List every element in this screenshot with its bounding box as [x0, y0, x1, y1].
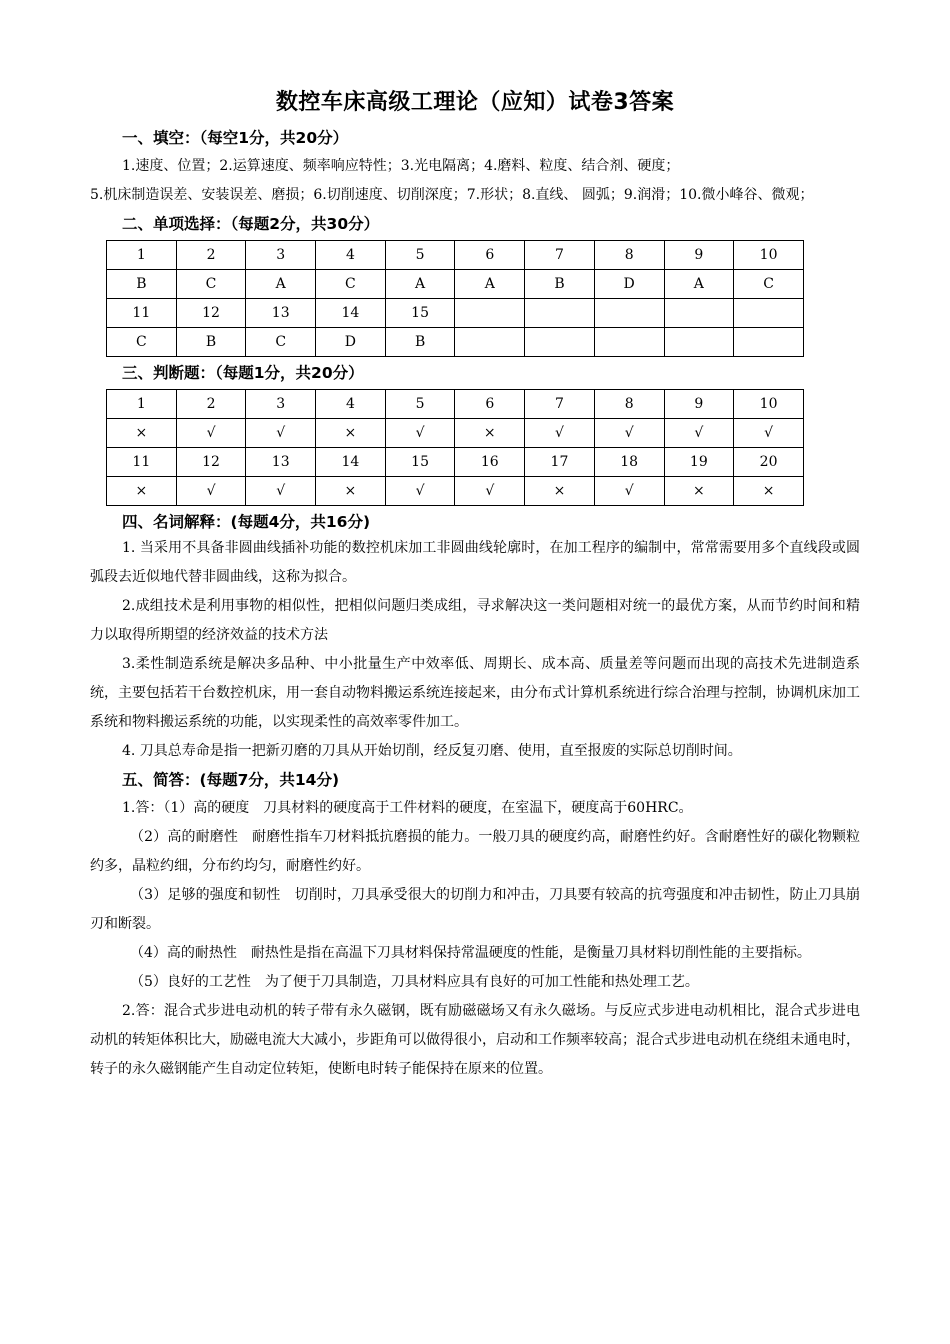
table-cell: C	[316, 270, 386, 299]
judge-answer-table	[106, 389, 804, 506]
table-row	[107, 270, 804, 299]
table-cell: √	[246, 477, 316, 506]
table-cell: 3	[246, 390, 316, 419]
table-row	[107, 328, 804, 357]
term-answer-1: 1. 当采用不具备非圆曲线插补功能的数控机床加工非圆曲线轮廓时，在加工程序的编制中，常常需要用多个直线段或圆弧段去近似地代替非圆曲线，这称为拟合。	[90, 540, 860, 585]
table-row	[107, 241, 804, 270]
table-cell: C	[246, 328, 316, 357]
table-row	[107, 448, 804, 477]
table-row	[107, 419, 804, 448]
table-cell: B	[385, 328, 455, 357]
table-cell: 1	[107, 241, 177, 270]
table-cell: 2	[176, 390, 246, 419]
table-cell: 10	[734, 390, 804, 419]
table-cell: √	[385, 419, 455, 448]
table-cell: √	[385, 477, 455, 506]
table-row	[107, 299, 804, 328]
table-cell	[525, 328, 595, 357]
section-judge-heading: 三、判断题：（每题1分，共20分）	[122, 364, 364, 382]
short-answer-1-point-3: （3）足够的强度和韧性 切削时，刀具承受很大的切削力和冲击，刀具要有较高的抗弯强度和冲击韧性，防止刀具崩刃和断裂。	[90, 887, 860, 932]
table-cell: D	[316, 328, 386, 357]
table-cell: ×	[734, 477, 804, 506]
short-answer-1-point-2: （2）高的耐磨性 耐磨性指车刀材料抵抗磨损的能力。一般刀具的硬度约高，耐磨性约好。含耐磨性好的碳化物颗粒约多，晶粒约细，分布约均匀，耐磨性约好。	[90, 829, 860, 874]
page-title: 数控车床高级工理论（应知）试卷3答案	[275, 90, 675, 115]
table-cell: 5	[385, 390, 455, 419]
table-cell: 13	[246, 448, 316, 477]
table-cell	[455, 328, 525, 357]
table-cell: 6	[455, 241, 525, 270]
table-row	[107, 477, 804, 506]
table-cell	[525, 299, 595, 328]
table-cell	[594, 328, 664, 357]
table-row	[107, 390, 804, 419]
choice-answer-table	[106, 240, 804, 357]
table-cell: A	[664, 270, 734, 299]
table-cell	[734, 299, 804, 328]
table-cell	[455, 299, 525, 328]
table-cell: 7	[525, 390, 595, 419]
table-cell: B	[107, 270, 177, 299]
table-cell: 11	[107, 448, 177, 477]
table-cell	[734, 328, 804, 357]
table-cell: 17	[525, 448, 595, 477]
table-cell: 11	[107, 299, 177, 328]
table-cell: 8	[594, 390, 664, 419]
table-cell: A	[385, 270, 455, 299]
table-cell: C	[734, 270, 804, 299]
table-cell	[664, 328, 734, 357]
table-cell: 1	[107, 390, 177, 419]
table-cell: 12	[176, 448, 246, 477]
table-cell: √	[246, 419, 316, 448]
table-cell: ×	[316, 477, 386, 506]
table-cell: 10	[734, 241, 804, 270]
table-cell: √	[734, 419, 804, 448]
table-cell: 15	[385, 448, 455, 477]
fill-answers-line1: 1.速度、位置；2.运算速度、频率响应特性；3.光电隔离；4.磨料、粒度、结合剂、硬度；	[122, 158, 680, 174]
table-cell: 4	[316, 390, 386, 419]
table-cell: 13	[246, 299, 316, 328]
table-cell: ×	[664, 477, 734, 506]
term-answer-4: 4. 刀具总寿命是指一把新刃磨的刀具从开始切削，经反复刃磨、使用，直至报废的实际总切削时间。	[122, 743, 742, 759]
answer-sheet	[90, 88, 860, 1084]
table-cell: 6	[455, 390, 525, 419]
table-cell: C	[107, 328, 177, 357]
table-cell: √	[594, 477, 664, 506]
table-cell: A	[246, 270, 316, 299]
table-cell: 14	[316, 299, 386, 328]
table-cell: 18	[594, 448, 664, 477]
table-cell: 14	[316, 448, 386, 477]
table-cell: B	[176, 328, 246, 357]
table-cell: 7	[525, 241, 595, 270]
short-answer-1-point-4: （4）高的耐热性 耐热性是指在高温下刀具材料保持常温硬度的性能，是衡量刀具材料切削性能的主要指标。	[130, 945, 811, 961]
table-cell: 3	[246, 241, 316, 270]
table-cell: 20	[734, 448, 804, 477]
short-answer-1-point-1: 1.答：（1）高的硬度 刀具材料的硬度高于工件材料的硬度，在室温下，硬度高于60HRC。	[122, 800, 693, 816]
short-answer-2: 2.答：混合式步进电动机的转子带有永久磁钢，既有励磁磁场又有永久磁场。与反应式步进电动机相比，混合式步进电动机的转矩体积比大，励磁电流大大减小，步距角可以做得很小，启动和工作频率较高；混合式步进电动机在绕组未通电时，转子的永久磁钢能产生自动定位转矩，使断电时转子能保持在原来的位置。	[90, 1003, 860, 1077]
table-cell: √	[664, 419, 734, 448]
table-cell: √	[176, 477, 246, 506]
term-answer-2: 2.成组技术是利用事物的相似性，把相似问题归类成组，寻求解决这一类问题相对统一的最优方案，从而节约时间和精力以取得所期望的经济效益的技术方法	[90, 598, 860, 643]
table-cell: ×	[316, 419, 386, 448]
table-cell: 19	[664, 448, 734, 477]
table-cell: ×	[107, 419, 177, 448]
table-cell: ×	[107, 477, 177, 506]
table-cell: √	[176, 419, 246, 448]
table-cell: 2	[176, 241, 246, 270]
table-cell: √	[594, 419, 664, 448]
table-cell: 4	[316, 241, 386, 270]
table-cell: √	[455, 477, 525, 506]
table-cell: 15	[385, 299, 455, 328]
section-short-answer-heading: 五、简答：(每题7分，共14分)	[122, 771, 340, 789]
short-answer-1-point-5: （5）良好的工艺性 为了便于刀具制造，刀具材料应具有良好的可加工性能和热处理工艺。	[130, 974, 699, 990]
table-cell	[664, 299, 734, 328]
table-cell: ×	[525, 477, 595, 506]
table-cell: 5	[385, 241, 455, 270]
table-cell: 16	[455, 448, 525, 477]
table-cell: B	[525, 270, 595, 299]
section-terms-heading: 四、名词解释：(每题4分，共16分)	[122, 513, 371, 531]
table-cell: 9	[664, 241, 734, 270]
table-cell: 8	[594, 241, 664, 270]
fill-answers-line2: 5.机床制造误差、安装误差、磨损；6.切削速度、切削深度；7.形状；8.直线、 圆弧；9.润滑；10.微小峰谷、微观；	[90, 187, 814, 203]
table-cell: ×	[455, 419, 525, 448]
table-cell	[594, 299, 664, 328]
table-cell: C	[176, 270, 246, 299]
section-choice-heading: 二、单项选择：（每题2分，共30分）	[122, 215, 380, 233]
table-cell: √	[525, 419, 595, 448]
section-fill-heading: 一、填空：（每空1分，共20分）	[122, 129, 349, 147]
table-cell: D	[594, 270, 664, 299]
table-cell: 9	[664, 390, 734, 419]
table-cell: 12	[176, 299, 246, 328]
table-cell: A	[455, 270, 525, 299]
term-answer-3: 3.柔性制造系统是解决多品种、中小批量生产中效率低、周期长、成本高、质量差等问题而出现的高技术先进制造系统，主要包括若干台数控机床，用一套自动物料搬运系统连接起来，由分布式计算机系统进行综合治理与控制，协调机床加工系统和物料搬运系统的功能，以实现柔性的高效率零件加工。	[90, 656, 860, 730]
